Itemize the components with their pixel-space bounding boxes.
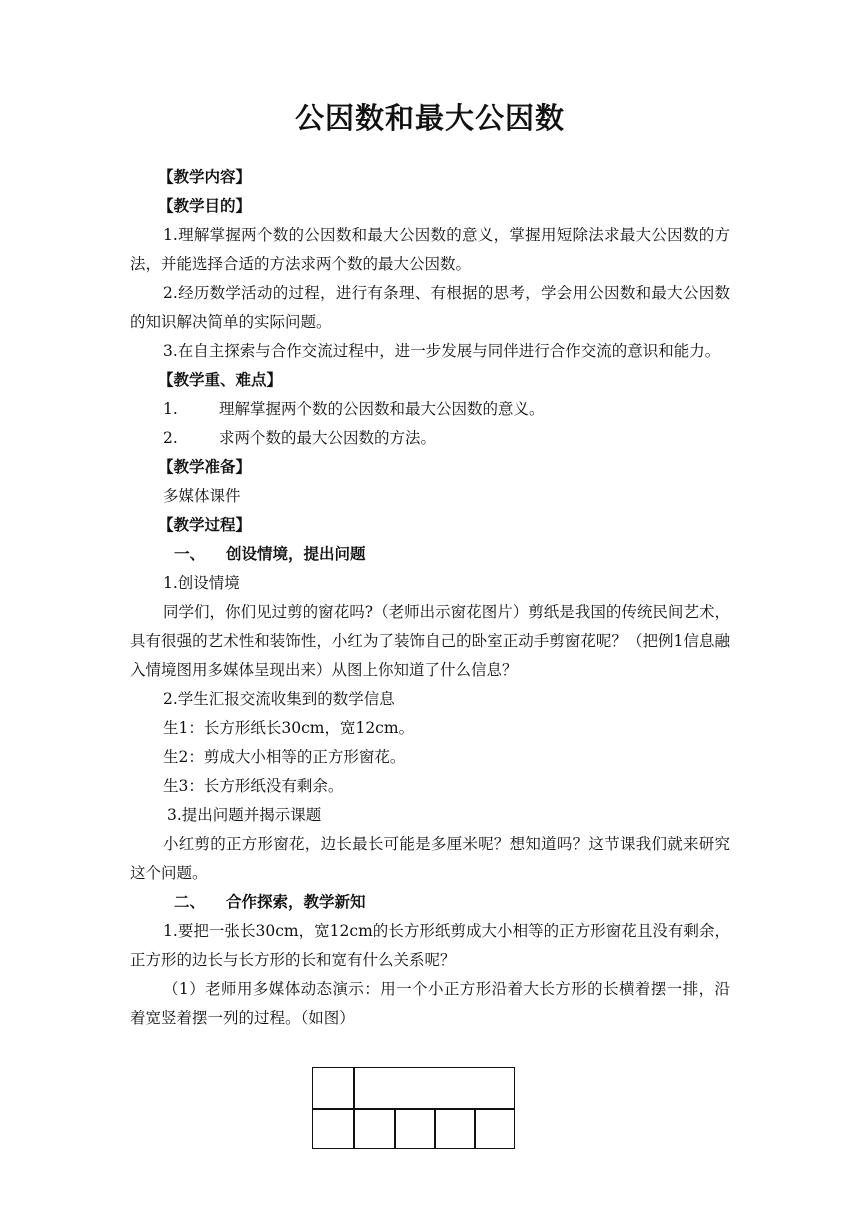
grid-line-horizontal: [313, 1108, 514, 1110]
paragraph: 2.学生汇报交流收集到的数学信息: [163, 690, 395, 708]
section-heading: [130, 540, 730, 569]
grid-line-vertical: [434, 1108, 436, 1148]
paragraph: （1）老师用多媒体动态演示：用一个小正方形沿着大长方形的长横着摆一排，沿着宽竖着摆一列的过程。（如图）: [130, 980, 730, 1027]
process-heading: 【教学过程】: [158, 516, 252, 534]
preparation-text: 多媒体课件: [163, 487, 241, 505]
goals-heading: 【教学目的】: [158, 197, 252, 215]
document-title: 公因数和最大公因数: [294, 101, 565, 135]
section-heading: [130, 888, 730, 917]
section-number: 二、: [174, 893, 206, 911]
square-arrangement-diagram: [312, 1067, 515, 1149]
grid-line-vertical: [474, 1108, 476, 1148]
paragraph: 3.提出问题并揭示课题: [167, 806, 322, 824]
preparation-heading: 【教学准备】: [158, 458, 252, 476]
key-point-text: 求两个数的最大公因数的方法。: [219, 429, 437, 447]
key-points-heading: 【教学重、难点】: [158, 371, 283, 389]
grid-line-vertical: [394, 1108, 396, 1148]
paragraph: 生3：长方形纸没有剩余。: [163, 777, 344, 795]
goal-item: 2.经历数学活动的过程，进行有条理、有根据的思考，学会用公因数和最大公因数的知识解决简单的实际问题。: [130, 284, 730, 331]
section-title: 合作探索，教学新知: [226, 893, 366, 911]
key-point-number: 2.: [163, 429, 178, 447]
key-point-item: [130, 424, 730, 453]
goal-item: 1.理解掌握两个数的公因数和最大公因数的意义，掌握用短除法求最大公因数的方法，并能选择合适的方法求两个数的最大公因数。: [130, 226, 730, 273]
paragraph: 生2：剪成大小相等的正方形窗花。: [163, 748, 406, 766]
key-point-number: 1.: [163, 400, 178, 418]
paragraph: 生1：长方形纸长30cm，宽12cm。: [163, 719, 415, 737]
key-point-item: [130, 395, 730, 424]
section-number: 一、: [174, 545, 206, 563]
key-point-text: 理解掌握两个数的公因数和最大公因数的意义。: [219, 400, 545, 418]
content-heading: 【教学内容】: [158, 168, 252, 186]
paragraph: 同学们，你们见过剪的窗花吗?（老师出示窗花图片）剪纸是我国的传统民间艺术，具有很强的艺术性和装饰性，小红为了装饰自己的卧室正动手剪窗花呢？（把例1信息融入情境图用多媒体呈现出来）从图上你知道了什么信息？: [130, 603, 730, 679]
section-title: 创设情境，提出问题: [226, 545, 366, 563]
grid-line-vertical: [353, 1068, 355, 1148]
document-body: [130, 163, 730, 1033]
goal-item: 3.在自主探索与合作交流过程中，进一步发展与同伴进行合作交流的意识和能力。: [163, 342, 721, 360]
paragraph: 1.创设情境: [163, 574, 240, 592]
paragraph: 1.要把一张长30cm，宽12cm的长方形纸剪成大小相等的正方形窗花且没有剩余，正方形的边长与长方形的长和宽有什么关系呢？: [130, 922, 730, 969]
paragraph: 小红剪的正方形窗花，边长最长可能是多厘米呢？想知道吗？这节课我们就来研究这个问题。: [130, 835, 730, 882]
